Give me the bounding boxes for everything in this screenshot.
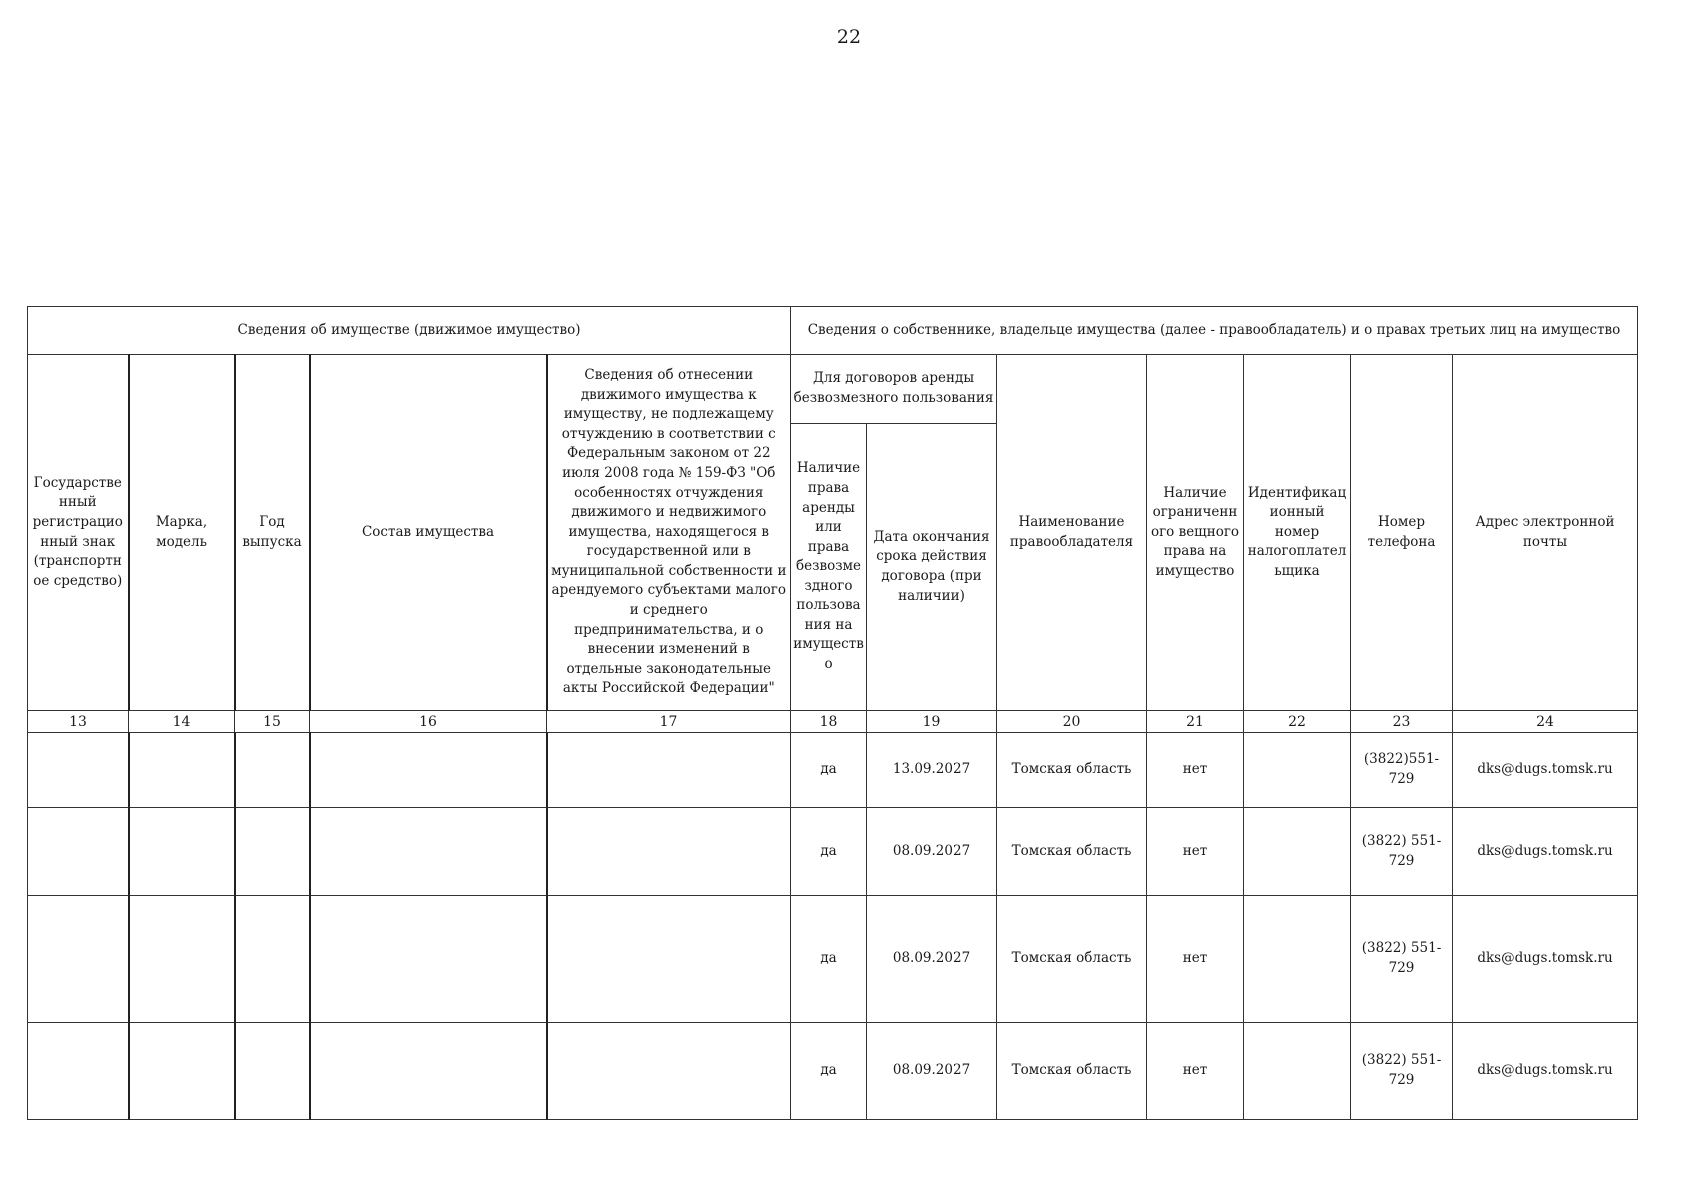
header-col-24: Адрес электронной почты	[1453, 355, 1638, 711]
cell-non-alienable-info	[547, 808, 791, 896]
cell-contract-end-date: 13.09.2027	[867, 733, 997, 808]
cell-limited-right: нет	[1147, 1023, 1244, 1120]
cell-brand-model	[129, 1023, 235, 1120]
cell-inn	[1244, 733, 1351, 808]
cell-email: dks@dugs.tomsk.ru	[1453, 733, 1638, 808]
page-number: 22	[836, 26, 862, 48]
cell-contract-end-date: 08.09.2027	[867, 808, 997, 896]
table-row	[28, 896, 1638, 1023]
cell-phone: (3822) 551-729	[1351, 808, 1453, 896]
table-row	[28, 733, 1638, 808]
cell-contract-end-date: 08.09.2027	[867, 1023, 997, 1120]
cell-lease-right: да	[791, 808, 867, 896]
header-col-15: Год выпуска	[235, 355, 310, 711]
cell-reg-plate	[28, 808, 129, 896]
cell-inn	[1244, 896, 1351, 1023]
cell-year	[235, 808, 310, 896]
column-number: 14	[129, 711, 235, 733]
cell-lease-right: да	[791, 733, 867, 808]
cell-non-alienable-info	[547, 1023, 791, 1120]
cell-right-holder: Томская область	[997, 1023, 1147, 1120]
header-col-23: Номер телефона	[1351, 355, 1453, 711]
cell-brand-model	[129, 896, 235, 1023]
cell-non-alienable-info	[547, 733, 791, 808]
cell-limited-right: нет	[1147, 808, 1244, 896]
header-col-20: Наименование правообладателя	[997, 355, 1147, 711]
table-row	[28, 808, 1638, 896]
header-col-16: Состав имущества	[310, 355, 547, 711]
cell-brand-model	[129, 808, 235, 896]
header-subgroup-lease: Для договоров аренды безвозмезного пользования	[791, 355, 997, 424]
header-col-13: Государственный регистрационный знак (транспортное средство)	[28, 355, 129, 711]
column-number: 15	[235, 711, 310, 733]
cell-composition	[310, 808, 547, 896]
cell-year	[235, 1023, 310, 1120]
column-number: 19	[867, 711, 997, 733]
cell-reg-plate	[28, 1023, 129, 1120]
header-col-21: Наличие ограниченного вещного права на имущество	[1147, 355, 1244, 711]
column-number: 17	[547, 711, 791, 733]
column-number: 20	[997, 711, 1147, 733]
cell-composition	[310, 1023, 547, 1120]
cell-phone: (3822)551-729	[1351, 733, 1453, 808]
cell-reg-plate	[28, 733, 129, 808]
cell-year	[235, 896, 310, 1023]
cell-non-alienable-info	[547, 896, 791, 1023]
cell-brand-model	[129, 733, 235, 808]
cell-lease-right: да	[791, 896, 867, 1023]
cell-inn	[1244, 1023, 1351, 1120]
cell-lease-right: да	[791, 1023, 867, 1120]
header-group-movable: Сведения об имуществе (движимое имущество)	[28, 307, 791, 355]
header-col-19: Дата окончания срока действия договора (при наличии)	[867, 424, 997, 711]
column-number-row	[28, 711, 1638, 733]
cell-limited-right: нет	[1147, 733, 1244, 808]
column-number: 24	[1453, 711, 1638, 733]
cell-phone: (3822) 551-729	[1351, 896, 1453, 1023]
cell-right-holder: Томская область	[997, 896, 1147, 1023]
cell-composition	[310, 733, 547, 808]
header-group-row	[28, 307, 1638, 355]
column-number: 13	[28, 711, 129, 733]
header-col-14: Марка, модель	[129, 355, 235, 711]
header-group-owner: Сведения о собственнике, владельце имущества (далее - правообладатель) и о правах третьих лиц на имущество	[791, 307, 1638, 355]
cell-email: dks@dugs.tomsk.ru	[1453, 896, 1638, 1023]
cell-right-holder: Томская область	[997, 808, 1147, 896]
cell-inn	[1244, 808, 1351, 896]
registry-table	[27, 306, 1638, 1120]
cell-email: dks@dugs.tomsk.ru	[1453, 808, 1638, 896]
cell-contract-end-date: 08.09.2027	[867, 896, 997, 1023]
header-col-18: Наличие права аренды или права безвозмездного пользования на имущество	[791, 424, 867, 711]
cell-right-holder: Томская область	[997, 733, 1147, 808]
column-number: 16	[310, 711, 547, 733]
header-columns-row	[28, 355, 1638, 424]
column-number: 22	[1244, 711, 1351, 733]
column-number: 18	[791, 711, 867, 733]
cell-year	[235, 733, 310, 808]
header-col-17: Сведения об отнесении движимого имущества к имуществу, не подлежащему отчуждению в соответствии с Федеральным законом от 22 июля 2008 года № 159-ФЗ "Об особенностях отчуждения движимого и недвижимого имущества, находящегося в государственной или в муниципальной собственности и арендуемого субъектами малого и среднего предпринимательства, и о внесении изменений в отдельные законодательные акты Российской Федерации"	[547, 355, 791, 711]
table-row	[28, 1023, 1638, 1120]
cell-phone: (3822) 551-729	[1351, 1023, 1453, 1120]
cell-limited-right: нет	[1147, 896, 1244, 1023]
column-number: 21	[1147, 711, 1244, 733]
cell-email: dks@dugs.tomsk.ru	[1453, 1023, 1638, 1120]
cell-reg-plate	[28, 896, 129, 1023]
column-number: 23	[1351, 711, 1453, 733]
header-col-22: Идентификационный номер налогоплательщика	[1244, 355, 1351, 711]
cell-composition	[310, 896, 547, 1023]
